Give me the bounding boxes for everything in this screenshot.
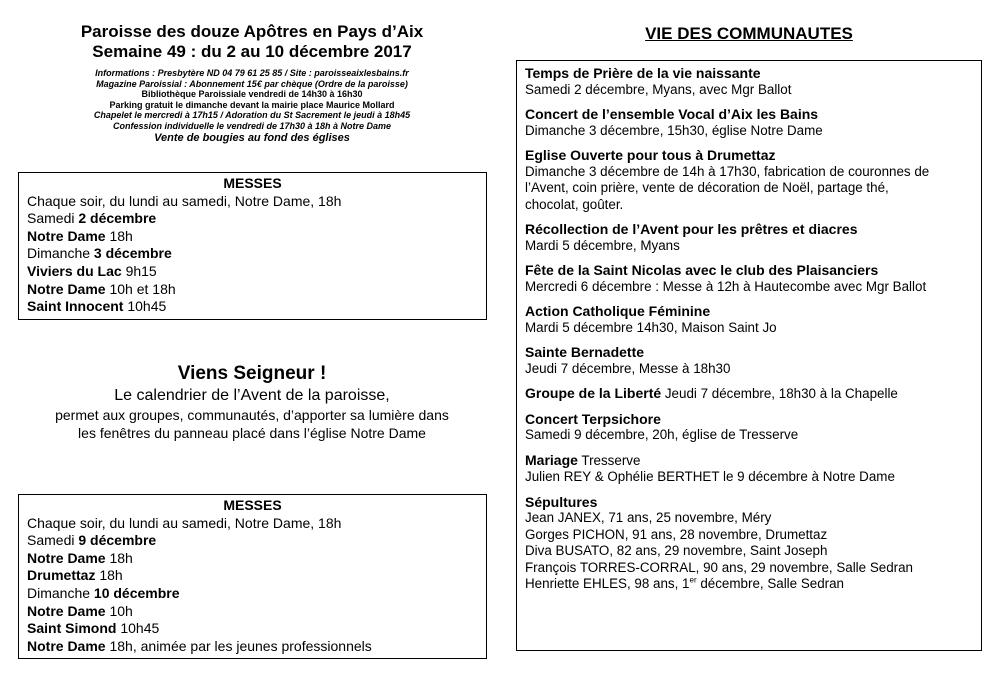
event-item: Groupe de la Liberté Jeudi 7 décembre, 18h30 à la Chapelle	[525, 385, 898, 401]
event-item: Temps de Prière de la vie naissante Samedi 2 décembre, Myans, avec Mgr Ballot	[525, 65, 792, 97]
event-item: Mariage Tresserve Julien REY & Ophélie BERTHET le 9 décembre à Notre Dame	[525, 451, 895, 484]
event-item: Fête de la Saint Nicolas avec le club des Plaisanciers Mercredi 6 décembre : Messe à 12h à Hautecombe avec Mgr Ballot	[525, 262, 927, 294]
info-line: Magazine Paroissial : Abonnement 15€ par chèque (Ordre de la paroisse)	[96, 78, 408, 89]
messes-box-week1	[18, 172, 487, 320]
advent-subtitle: Le calendrier de l’Avent de la paroisse,	[114, 387, 390, 404]
burial-entry: Gorges PICHON, 91 ans, 28 novembre, Drumettaz	[525, 526, 828, 542]
messes-heading: MESSES	[223, 175, 282, 191]
messes-line: Drumettaz 18h	[27, 567, 123, 584]
info-line: Confession individuelle le vendredi de 17h30 à 18h à Notre Dame	[112, 120, 392, 131]
info-block	[18, 68, 486, 145]
messes-line: Notre Dame 18h	[27, 227, 133, 244]
event-item: Eglise Ouverte pour tous à Drumettaz Dimanche 3 décembre de 14h à 17h30, fabrication de couronnes de l’Avent, coin prière, vente de décoration de Noël, partage thé, chocolat, goûter.	[525, 147, 930, 212]
messes-line: Chaque soir, du lundi au samedi, Notre Dame, 18h	[27, 192, 342, 209]
messes-line: Notre Dame 10h et 18h	[27, 280, 176, 297]
advent-text: les fenêtres du panneau placé dans l’église Notre Dame	[78, 425, 426, 441]
event-item: Sainte Bernadette Jeudi 7 décembre, Messe à 18h30	[525, 344, 731, 376]
communities-title: VIE DES COMMUNAUTES	[645, 24, 853, 43]
messes-line: Dimanche 10 décembre	[27, 584, 180, 601]
burial-entry: François TORRES-CORRAL, 90 ans, 29 novembre, Salle Sedran	[525, 559, 914, 575]
event-item: Concert Terpsichore Samedi 9 décembre, 20h, église de Tresserve	[525, 410, 799, 442]
right-column	[516, 22, 982, 591]
messes-line: Notre Dame 18h	[27, 549, 133, 566]
messes-line: Notre Dame 18h, animée par les jeunes professionnels	[27, 637, 372, 654]
burials-list: Sépultures Jean JANEX, 71 ans, 25 novembre, Méry Gorges PICHON, 91 ans, 28 novembre, Drumettaz Diva BUSATO, 82 ans, 29 novembre, Saint Joseph François TORRES-CORRAL, 90 ans, 29 novembre, Salle Sedran Henriette EHLES, 98 ans, 1er décembre, Salle Sedran	[525, 494, 973, 593]
burial-entry: Diva BUSATO, 82 ans, 29 novembre, Saint Joseph	[525, 543, 828, 558]
info-line: Bibliothèque Paroissiale vendredi de 14h30 à 16h30	[141, 89, 363, 100]
messes-box-week2	[18, 494, 487, 659]
advent-text: permet aux groupes, communautés, d’apporter sa lumière dans	[55, 407, 449, 423]
messes-line: Saint Innocent 10h45	[27, 298, 167, 315]
messes-line: Notre Dame 10h	[27, 602, 133, 619]
burial-entry: Jean JANEX, 71 ans, 25 novembre, Méry	[525, 510, 772, 525]
info-line: Parking gratuit le dimanche devant la mairie place Maurice Mollard	[109, 99, 395, 110]
event-item: Récollection de l’Avent pour les prêtres et diacres Mardi 5 décembre, Myans	[525, 221, 858, 253]
messes-line: Viviers du Lac 9h15	[27, 262, 157, 279]
parish-title: Paroisse des douze Apôtres en Pays d’Aix	[80, 22, 424, 41]
info-line: Informations : Presbytère ND 04 79 61 25 85 / Site : paroisseaixlesbains.fr	[95, 68, 409, 78]
messes-line: Samedi 2 décembre	[27, 210, 157, 227]
week-title: Semaine 49 : du 2 au 10 décembre 2017	[92, 42, 412, 61]
event-item: Concert de l’ensemble Vocal d’Aix les Bains Dimanche 3 décembre, 15h30, église Notre Dame	[525, 106, 823, 138]
burial-entry: Henriette EHLES, 98 ans, 1er décembre, Salle Sedran	[525, 575, 845, 591]
info-line: Chapelet le mercredi à 17h15 / Adoration du St Sacrement le jeudi à 18h45	[93, 110, 411, 121]
event-item: Action Catholique Féminine Mardi 5 décembre 14h30, Maison Saint Jo	[525, 303, 777, 335]
messes-line: Samedi 9 décembre	[27, 532, 157, 549]
messes-heading: MESSES	[223, 497, 282, 513]
left-column	[18, 22, 486, 654]
advent-title: Viens Seigneur !	[177, 363, 327, 384]
messes-line: Saint Simond 10h45	[27, 620, 160, 637]
events-box	[516, 60, 982, 651]
advent-calendar-section	[18, 362, 486, 442]
messes-line: Chaque soir, du lundi au samedi, Notre Dame, 18h	[27, 514, 342, 531]
messes-line: Dimanche 3 décembre	[27, 245, 172, 262]
info-line: Vente de bougies au fond des églises	[154, 131, 350, 144]
